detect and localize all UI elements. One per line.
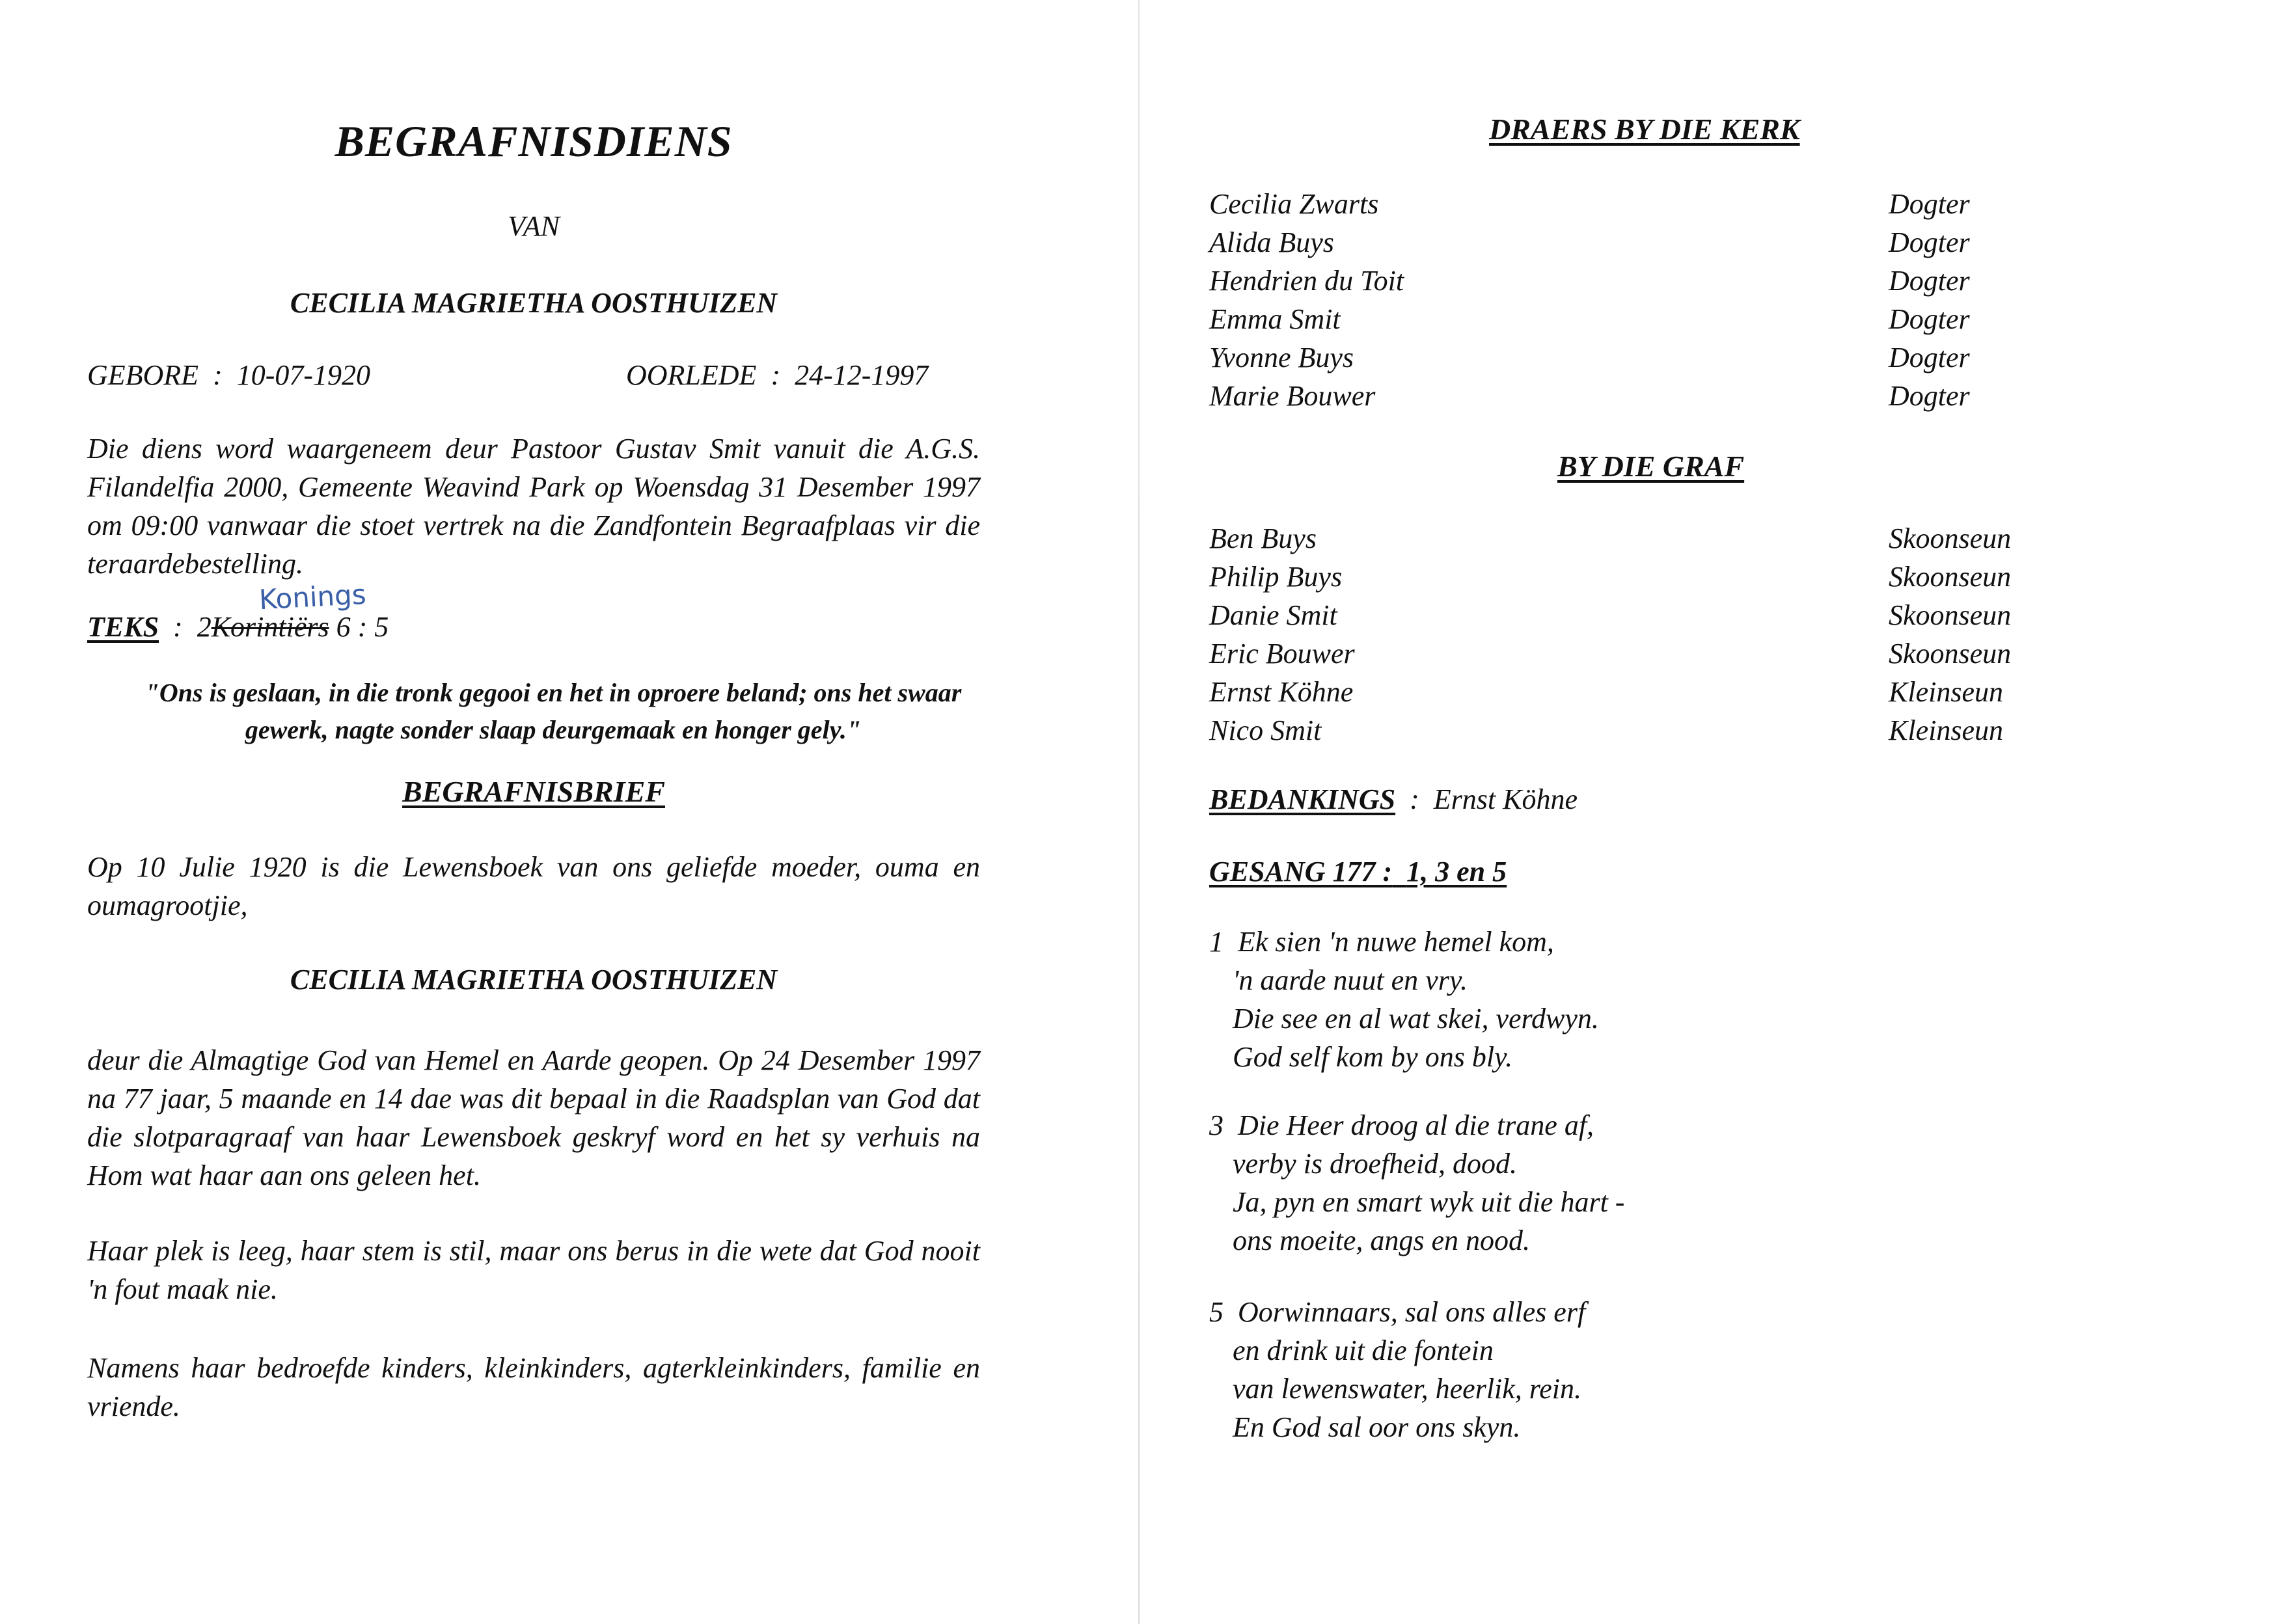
list-item: Dogter [1889,342,1970,373]
handwritten-correction: Konings [258,578,367,616]
died-separator: : [771,359,781,391]
list-item: Philip Buys [1209,561,1343,593]
list-item: Kleinseun [1889,676,2003,708]
teks-label: TEKS [87,611,159,643]
list-item: Yvonne Buys [1209,342,1354,373]
hymn-verses-ref: 1, 3 en 5 [1406,856,1507,887]
list-item: Dogter [1889,380,1970,412]
hymn-heading [1209,855,1507,888]
list-item: Skoonseun [1889,522,2012,554]
list-item: Ben Buys [1209,522,1317,554]
hymn-verse-1 [1209,923,1599,1076]
church-bearers-relations [1889,185,1970,415]
brief-heading: BEGRAFNISBRIEF [402,775,665,808]
born-label: GEBORE [87,359,199,391]
right-page [1139,0,2283,1624]
brief-peace: Haar plek is leeg, haar stem is stil, maar ons berus in die wete dat God nooit 'n fout maak nie. [87,1235,980,1305]
thanks-value: Ernst Köhne [1433,783,1578,815]
list-item: Skoonseun [1889,561,2012,593]
verse-line: Oorwinnaars, sal ons alles erf [1238,1296,1586,1328]
died-date: 24-12-1997 [795,359,929,391]
list-item: Nico Smit [1209,714,1322,746]
verse-number: 3 [1209,1109,1224,1141]
grave-bearers-relations [1889,519,2011,750]
list-item: Dogter [1889,303,1970,335]
van-label: VAN [508,210,560,242]
grave-bearers-heading: BY DIE GRAF [1557,450,1745,483]
verse-line: Die Heer droog al die trane af, [1238,1109,1594,1141]
service-paragraph: Die diens word waargeneem deur Pastoor Gustav Smit vanuit die A.G.S. Filandelfia 2000, Gemeente Weavind Park op Woensdag 31 Desember 1997 om 09:00 vanwaar die stoet vertrek na die Zandfontein Begraafplaas vir die teraardebestelling. [87,433,980,580]
verse-line: van lewenswater, heerlik, rein. [1233,1373,1582,1405]
thanks-label: BEDANKINGS [1209,783,1396,815]
church-bearers-names [1209,185,1404,415]
verse-line: verby is droefheid, dood. [1233,1148,1518,1180]
born-row [87,359,370,392]
list-item: Emma Smit [1209,303,1341,335]
list-item: Dogter [1889,265,1970,297]
brief-intro: Op 10 Julie 1920 is die Lewensboek van ons geliefde moeder, ouma en oumagrootjie, [87,851,980,921]
died-label: OORLEDE [626,359,757,391]
scripture-quote: "Ons is geslaan, in die tronk gegooi en het in oproere beland; ons het swaar gewerk, nagte sonder slaap deurgemaak en honger gely." [144,678,962,744]
teks-number: 2 [197,611,212,643]
list-item: Dogter [1889,188,1970,220]
verse-number: 5 [1209,1296,1224,1328]
hymn-verse-3 [1209,1106,1624,1260]
grave-bearers-names [1209,519,1355,750]
verse-number: 1 [1209,926,1224,958]
page-title: BEGRAFNISDIENS [335,116,733,166]
thanks-separator: : [1410,783,1419,815]
hymn-verse-5 [1209,1293,1585,1446]
brief-body: deur die Almagtige God van Hemel en Aarde geopen. Op 24 Desember 1997 na 77 jaar, 5 maande en 14 dae was dit bepaal in die Raadsplan van God dat die slotparagraaf van haar Lewensboek geskryf word en het sy verhuis na Hom wat haar aan ons geleen het. [87,1044,980,1191]
list-item: Eric Bouwer [1209,638,1355,670]
verse-line: En God sal oor ons skyn. [1233,1411,1521,1443]
teks-verse: 6 : 5 [336,611,389,643]
verse-line: ons moeite, angs en nood. [1233,1225,1531,1256]
verse-line: Ek sien 'n nuwe hemel kom, [1238,926,1554,958]
church-bearers-heading: DRAERS BY DIE KERK [1489,113,1800,146]
list-item: Danie Smit [1209,599,1337,631]
list-item: Hendrien du Toit [1209,265,1404,297]
list-item: Kleinseun [1889,714,2003,746]
brief-family: Namens haar bedroefde kinders, kleinkinders, agterkleinkinders, familie en vriende. [87,1352,980,1422]
list-item: Dogter [1889,226,1970,258]
deceased-name: CECILIA MAGRIETHA OOSTHUIZEN [290,287,778,319]
verse-line: Ja, pyn en smart wyk uit die hart - [1233,1186,1625,1218]
verse-line: Die see en al wat skei, verdwyn. [1233,1003,1599,1035]
verse-line: en drink uit die fontein [1233,1334,1494,1366]
verse-line: 'n aarde nuut en vry. [1233,964,1468,996]
died-row [626,359,928,392]
teks-row: TEKS : 2Korintiërs 6 : 5 [87,611,389,643]
brief-name: CECILIA MAGRIETHA OOSTHUIZEN [290,964,778,995]
list-item: Skoonseun [1889,638,2012,670]
born-date: 10-07-1920 [236,359,371,391]
teks-struck-book: Korintiërs [211,611,329,643]
list-item: Skoonseun [1889,599,2012,631]
list-item: Alida Buys [1209,226,1334,258]
left-page [0,0,1139,1624]
verse-line: God self kom by ons bly. [1233,1041,1513,1073]
list-item: Marie Bouwer [1209,380,1376,412]
list-item: Ernst Köhne [1209,676,1354,708]
born-separator: : [213,359,223,391]
thanks-row [1209,783,1578,816]
list-item: Cecilia Zwarts [1209,188,1379,220]
hymn-label: GESANG 177 : [1209,856,1393,887]
